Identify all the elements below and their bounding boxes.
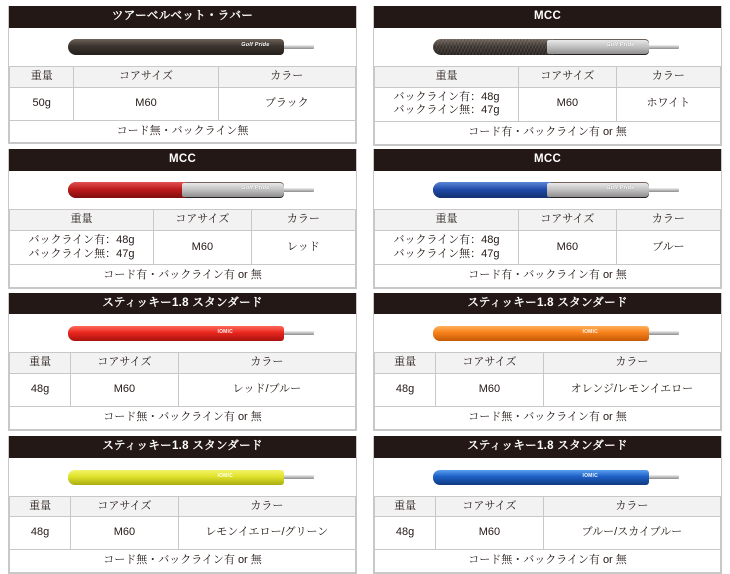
grip-body-illustration [68, 470, 284, 485]
value-core: M60 [519, 87, 617, 122]
grip-body-illustration [433, 326, 649, 341]
iomic-logo: IOMIC [217, 329, 233, 336]
value-weight-line2: バックライン無：47g [393, 104, 500, 117]
table-row [375, 230, 721, 265]
header-color: カラー [616, 210, 720, 231]
table-note-row [375, 407, 721, 430]
grip-card-cell [0, 0, 365, 143]
grip-cord-texture [433, 39, 553, 55]
shaft-illustration [280, 45, 314, 49]
value-weight-line1: バックライン有：48g [393, 233, 500, 246]
value-weight: 48g [375, 517, 436, 550]
value-color: ブラック [218, 87, 355, 120]
grip-image [9, 171, 356, 209]
table-header-row [10, 353, 356, 374]
header-color: カラー [543, 496, 720, 517]
header-weight: 重量 [375, 66, 519, 87]
value-color: ブルー/スカイブルー [543, 517, 720, 550]
grip-card-title: ツアーベルベット・ラバー [9, 6, 356, 28]
shaft-illustration [645, 331, 679, 335]
value-weight [10, 230, 154, 265]
value-note: コード無・バックライン有 or 無 [10, 550, 356, 573]
table-row [375, 517, 721, 550]
grip-card-cell [0, 143, 365, 286]
value-note: コード無・バックライン有 or 無 [375, 407, 721, 430]
header-weight: 重量 [375, 353, 436, 374]
shaft-illustration [645, 475, 679, 479]
value-core: M60 [74, 87, 218, 120]
grip-image [9, 314, 356, 352]
table-note-row [10, 120, 356, 143]
header-core: コアサイズ [74, 66, 218, 87]
header-weight: 重量 [10, 353, 71, 374]
shaft-illustration [280, 475, 314, 479]
spec-table [9, 496, 356, 574]
grip-card-title: スティッキー1.8 スタンダード [374, 293, 721, 315]
header-color: カラー [543, 353, 720, 374]
grip-card-title: MCC [374, 149, 721, 171]
grip-card [373, 293, 722, 431]
spec-table [9, 209, 356, 288]
value-core: M60 [436, 517, 544, 550]
spec-table [374, 496, 721, 574]
grip-card-title: MCC [9, 149, 356, 171]
table-header-row [10, 210, 356, 231]
value-weight: 48g [10, 517, 71, 550]
header-core: コアサイズ [154, 210, 252, 231]
value-color: レッド/ブルー [178, 374, 355, 407]
grip-body-illustration [68, 326, 284, 341]
value-weight: 48g [10, 374, 71, 407]
spec-table [374, 66, 721, 145]
table-header-row [375, 496, 721, 517]
table-note-row [375, 122, 721, 145]
header-core: コアサイズ [519, 66, 617, 87]
value-note: コード無・バックライン有 or 無 [375, 550, 721, 573]
golf-pride-logo: Golf Pride [606, 185, 635, 192]
value-weight: 48g [375, 374, 436, 407]
value-weight-line1: バックライン有：48g [28, 233, 135, 246]
header-core: コアサイズ [519, 210, 617, 231]
table-header-row [375, 66, 721, 87]
table-note-row [10, 550, 356, 573]
shaft-illustration [645, 45, 679, 49]
table-row [10, 230, 356, 265]
value-weight [375, 230, 519, 265]
header-core: コアサイズ [436, 353, 544, 374]
grip-card [373, 436, 722, 574]
grip-card-cell [0, 430, 365, 573]
table-row [375, 374, 721, 407]
shaft-illustration [280, 331, 314, 335]
header-color: カラー [178, 496, 355, 517]
table-header-row [375, 210, 721, 231]
table-note-row [375, 550, 721, 573]
grip-card [8, 6, 357, 144]
shaft-illustration [645, 188, 679, 192]
header-color: カラー [251, 210, 355, 231]
grip-card [373, 6, 722, 146]
value-core: M60 [519, 230, 617, 265]
value-note: コード有・バックライン有 or 無 [375, 122, 721, 145]
grip-card-cell [365, 0, 730, 143]
value-weight: 50g [10, 87, 74, 120]
grip-image [374, 314, 721, 352]
iomic-logo: IOMIC [582, 472, 598, 479]
value-note: コード無・バックライン無 [10, 120, 356, 143]
value-color: レモンイエロー/グリーン [178, 517, 355, 550]
grip-card-title: スティッキー1.8 スタンダード [374, 436, 721, 458]
header-weight: 重量 [10, 210, 154, 231]
golf-pride-logo: Golf Pride [606, 41, 635, 48]
grip-card-title: MCC [374, 6, 721, 28]
grip-card-cell [365, 143, 730, 286]
header-weight: 重量 [375, 496, 436, 517]
header-color: カラー [616, 66, 720, 87]
grip-card [373, 149, 722, 289]
spec-table [374, 352, 721, 430]
grip-card-title: スティッキー1.8 スタンダード [9, 293, 356, 315]
header-weight: 重量 [10, 66, 74, 87]
table-note-row [375, 265, 721, 288]
grip-card-cell [365, 287, 730, 430]
iomic-logo: IOMIC [217, 472, 233, 479]
value-note: コード有・バックライン有 or 無 [375, 265, 721, 288]
table-note-row [10, 407, 356, 430]
golf-pride-logo: Golf Pride [241, 41, 270, 48]
value-core: M60 [436, 374, 544, 407]
grip-color-accent-blue [433, 182, 551, 198]
value-weight-line1: バックライン有：48g [393, 90, 500, 103]
table-header-row [10, 496, 356, 517]
value-core: M60 [71, 374, 179, 407]
header-weight: 重量 [10, 496, 71, 517]
header-color: カラー [178, 353, 355, 374]
value-note: コード無・バックライン有 or 無 [10, 407, 356, 430]
grip-image [9, 458, 356, 496]
grip-body-illustration [433, 470, 649, 485]
grip-image [374, 458, 721, 496]
table-row [10, 374, 356, 407]
table-header-row [375, 353, 721, 374]
header-color: カラー [218, 66, 355, 87]
value-core: M60 [71, 517, 179, 550]
shaft-illustration [280, 188, 314, 192]
header-core: コアサイズ [436, 496, 544, 517]
golf-pride-logo: Golf Pride [241, 185, 270, 192]
value-note: コード有・バックライン有 or 無 [10, 265, 356, 288]
grip-image [374, 171, 721, 209]
value-color: ホワイト [616, 87, 720, 122]
spec-table [374, 209, 721, 288]
table-row [375, 87, 721, 122]
grip-card-title: スティッキー1.8 スタンダード [9, 436, 356, 458]
grip-color-accent-red [68, 182, 186, 198]
grip-card [8, 149, 357, 289]
table-row [10, 87, 356, 120]
value-weight-line2: バックライン無：47g [393, 247, 500, 260]
spec-table [9, 352, 356, 430]
header-core: コアサイズ [71, 496, 179, 517]
grip-card [8, 293, 357, 431]
value-color: レッド [251, 230, 355, 265]
value-weight [375, 87, 519, 122]
grip-image [374, 28, 721, 66]
grip-card-cell [365, 430, 730, 573]
spec-table [9, 66, 356, 144]
table-row [10, 517, 356, 550]
value-core: M60 [154, 230, 252, 265]
grip-card-cell [0, 287, 365, 430]
grip-card [8, 436, 357, 574]
grip-image [9, 28, 356, 66]
header-weight: 重量 [375, 210, 519, 231]
value-weight-line2: バックライン無：47g [28, 247, 135, 260]
header-core: コアサイズ [71, 353, 179, 374]
value-color: オレンジ/レモンイエロー [543, 374, 720, 407]
value-color: ブルー [616, 230, 720, 265]
table-header-row [10, 66, 356, 87]
iomic-logo: IOMIC [582, 329, 598, 336]
table-note-row [10, 265, 356, 288]
